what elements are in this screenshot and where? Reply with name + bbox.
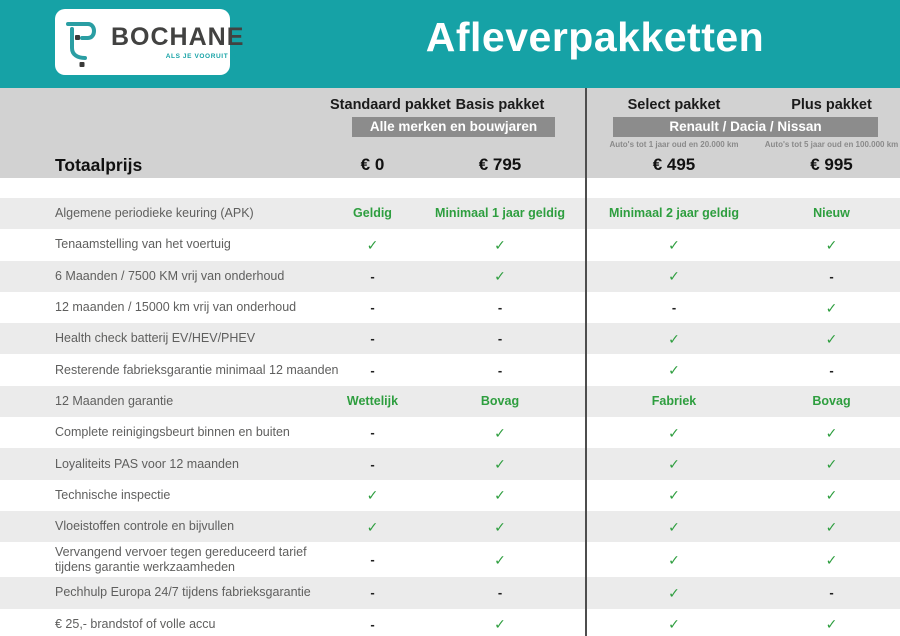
feature-value-standaard: - (370, 456, 375, 472)
brand-tagline: ALS JE VOORUIT WIL (165, 52, 245, 60)
feature-value-select: ✓ (668, 424, 680, 441)
feature-value-standaard: - (370, 425, 375, 441)
feature-value-standaard: - (370, 362, 375, 378)
feature-value-basis: Minimaal 1 jaar geldig (435, 206, 565, 221)
feature-value-plus: - (829, 585, 834, 601)
feature-value-standaard: - (370, 268, 375, 284)
feature-value-basis: Bovag (480, 394, 520, 409)
feature-row-12-maanden-onderhoud (0, 292, 900, 323)
feature-value-standaard: ✓ (366, 487, 379, 504)
pricing-band (0, 88, 900, 178)
feature-value-basis: - (497, 300, 503, 316)
page-title: Afleverpakketten (425, 14, 765, 60)
feature-label: 12 maanden / 15000 km vrij van onderhoud (55, 300, 297, 315)
feature-row-12-maanden-garantie (0, 386, 900, 417)
feature-row-vloeistoffen (0, 511, 900, 542)
feature-value-basis: ✓ (494, 551, 506, 568)
feature-value-basis: ✓ (494, 487, 506, 504)
feature-value-select: ✓ (668, 268, 680, 285)
chip-renault-dacia-nissan: Renault / Dacia / Nissan (613, 117, 878, 137)
feature-label: Health check batterij EV/HEV/PHEV (55, 331, 256, 346)
feature-value-plus: Nieuw (813, 206, 850, 221)
column-header-basis: Basis pakket (455, 97, 545, 113)
feature-value-plus: ✓ (825, 299, 838, 316)
price-standaard: € 0 (360, 155, 385, 174)
feature-row-vervangend-vervoer (0, 542, 900, 577)
feature-value-select: Fabriek (651, 394, 697, 409)
feature-row-loyaliteits-pas (0, 448, 900, 479)
feature-value-select: ✓ (668, 518, 680, 535)
feature-label: 6 Maanden / 7500 KM vrij van onderhoud (55, 268, 285, 283)
feature-value-plus: ✓ (825, 551, 838, 568)
feature-value-plus: ✓ (825, 330, 838, 347)
package-names-row (0, 94, 900, 116)
feature-row-apk (0, 198, 900, 229)
feature-row-pechhulp (0, 577, 900, 608)
feature-value-plus: ✓ (825, 424, 838, 441)
feature-value-standaard: - (370, 616, 375, 632)
captions-row (0, 137, 900, 152)
feature-value-plus: ✓ (825, 456, 838, 473)
feature-value-basis: ✓ (494, 236, 506, 253)
header-bar (0, 0, 900, 88)
column-header-standaard: Standaard pakket (330, 97, 451, 113)
feature-value-basis: - (497, 331, 503, 347)
feature-label: Tenaamstelling van het voertuig (55, 237, 231, 252)
brand-chips-row (0, 117, 900, 137)
feature-label: 12 Maanden garantie (55, 393, 174, 408)
feature-row-resterende-garantie (0, 354, 900, 385)
feature-row-reinigingsbeurt (0, 417, 900, 448)
feature-value-standaard: - (370, 552, 375, 568)
feature-value-plus: Bovag (812, 394, 851, 409)
feature-value-standaard: Wettelijk (346, 394, 399, 409)
feature-value-standaard: ✓ (366, 236, 379, 253)
feature-value-select: ✓ (668, 487, 680, 504)
feature-value-select: ✓ (668, 236, 680, 253)
feature-label: Algemene periodieke keuring (APK) (55, 206, 254, 221)
price-plus: € 995 (810, 155, 853, 174)
feature-label: Technische inspectie (55, 487, 171, 502)
feature-label: € 25,- brandstof of volle accu (55, 616, 216, 631)
feature-value-plus: ✓ (825, 487, 838, 504)
feature-value-select: Minimaal 2 jaar geldig (609, 206, 739, 221)
column-header-plus: Plus pakket (791, 97, 872, 113)
brand-name: BOCHANE (111, 22, 245, 51)
feature-value-basis: ✓ (494, 424, 506, 441)
feature-value-standaard: - (370, 331, 375, 347)
feature-label: Pechhulp Europa 24/7 tijdens fabrieksgarantie (55, 585, 311, 600)
feature-label: Resterende fabrieksgarantie minimaal 12 maanden (55, 362, 339, 377)
feature-value-basis: - (497, 585, 503, 601)
feature-value-select: ✓ (668, 330, 680, 347)
feature-value-plus: ✓ (825, 236, 838, 253)
feature-row-health-check (0, 323, 900, 354)
total-price-row (0, 152, 900, 178)
feature-value-basis: ✓ (494, 456, 506, 473)
feature-value-select: ✓ (668, 584, 680, 601)
feature-value-basis: ✓ (494, 268, 506, 285)
price-select: € 495 (652, 155, 696, 174)
logo-text (111, 22, 245, 60)
feature-value-select: - (671, 300, 677, 316)
spacer-row (0, 178, 900, 198)
feature-value-select: ✓ (668, 616, 680, 633)
feature-row-brandstof (0, 609, 900, 636)
feature-row-6-maanden (0, 261, 900, 292)
feature-value-standaard: Geldig (353, 206, 392, 221)
feature-value-standaard: ✓ (366, 518, 379, 535)
feature-label: Vervangend vervoer tegen gereduceerd tarief tijdens garantie werkzaamheden (55, 544, 307, 574)
feature-row-technische-inspectie (0, 480, 900, 511)
caption-select: Auto's tot 1 jaar oud en 20.000 km (609, 140, 739, 149)
column-divider (585, 88, 587, 636)
feature-value-standaard: - (370, 300, 375, 316)
total-price-label: Totaalprijs (55, 154, 143, 175)
price-basis: € 795 (478, 155, 522, 174)
bochane-logo-icon (65, 16, 105, 68)
feature-value-select: ✓ (668, 362, 680, 379)
feature-value-select: ✓ (668, 456, 680, 473)
bochane-logo (55, 9, 245, 75)
feature-value-plus: - (829, 268, 834, 284)
feature-value-select: ✓ (668, 551, 680, 568)
feature-value-basis: ✓ (494, 518, 506, 535)
feature-value-plus: ✓ (825, 518, 838, 535)
feature-row-tenaamstelling (0, 229, 900, 260)
chip-alle-merken: Alle merken en bouwjaren (352, 117, 555, 137)
column-header-select: Select pakket (627, 97, 721, 113)
feature-value-plus: ✓ (825, 616, 838, 633)
feature-label: Vloeistoffen controle en bijvullen (55, 519, 235, 534)
feature-value-standaard: - (370, 585, 375, 601)
feature-label: Complete reinigingsbeurt binnen en buiten (55, 425, 290, 440)
feature-label: Loyaliteits PAS voor 12 maanden (55, 456, 239, 471)
feature-value-plus: - (829, 362, 834, 378)
caption-plus: Auto's tot 5 jaar oud en 100.000 km (764, 140, 899, 149)
feature-value-basis: ✓ (494, 616, 506, 633)
feature-value-basis: - (497, 362, 503, 378)
